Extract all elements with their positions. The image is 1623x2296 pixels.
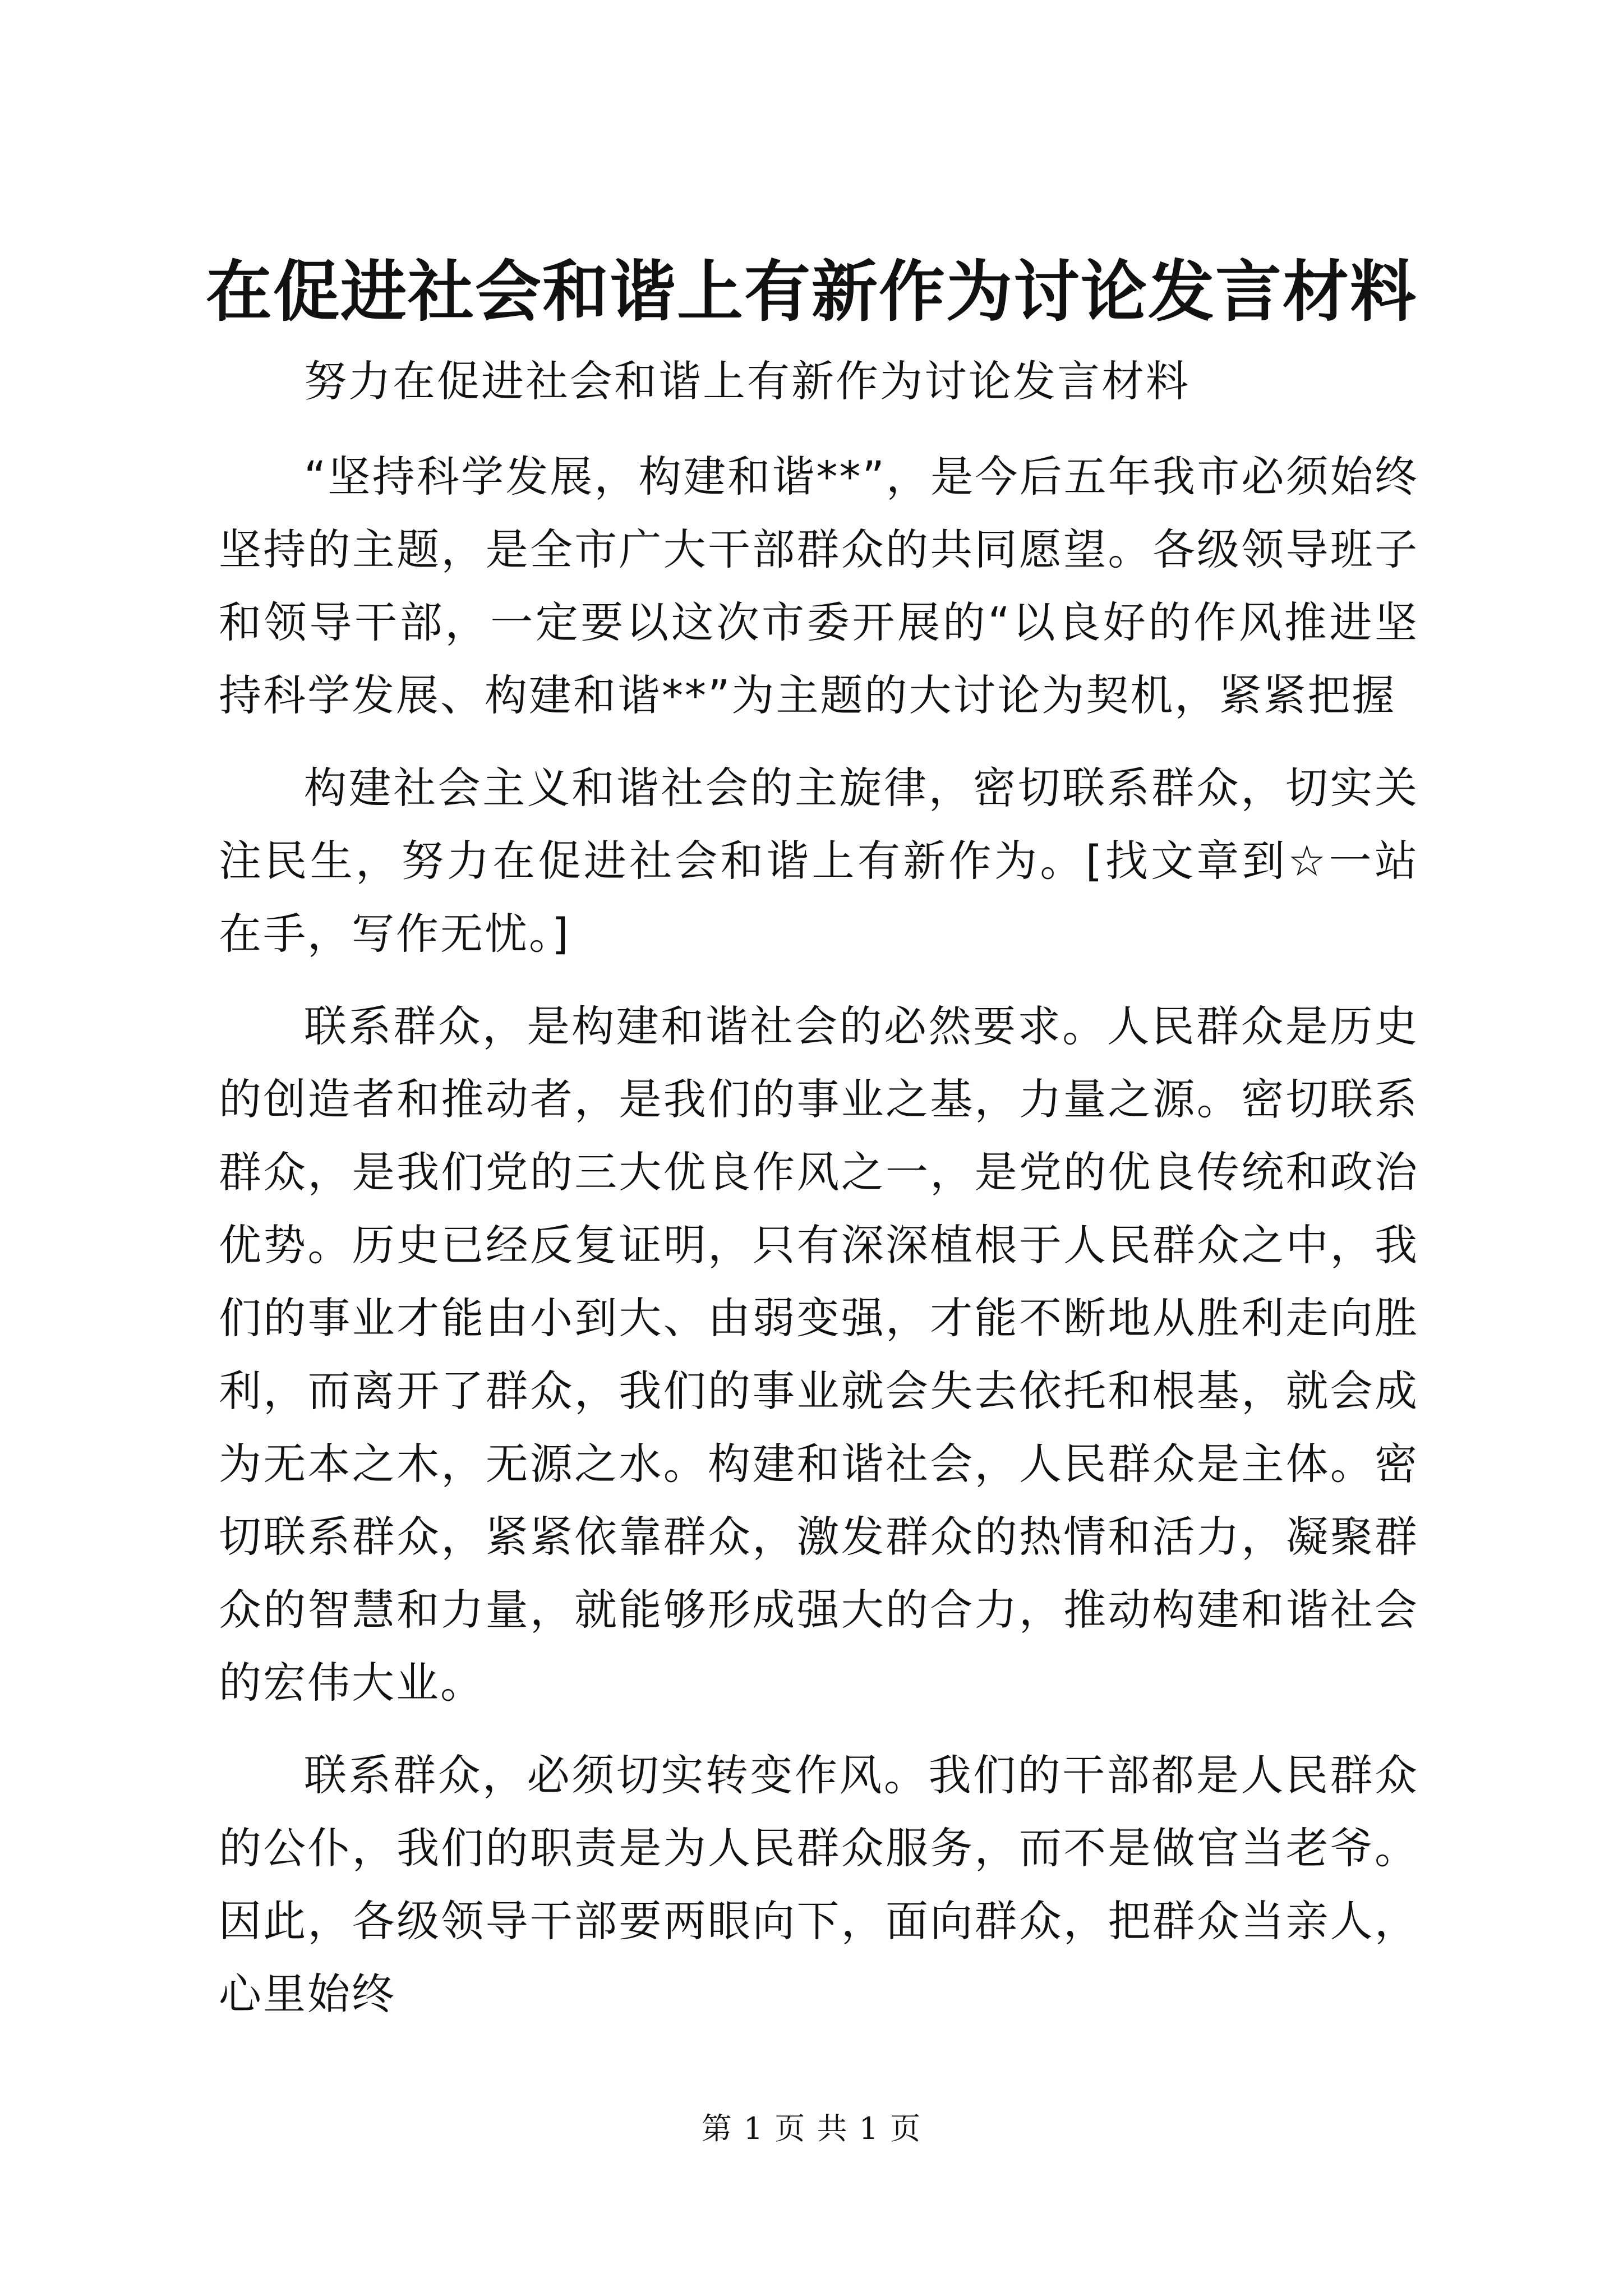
document-title: 在促进社会和谐上有新作为讨论发言材料 bbox=[205, 252, 1417, 330]
body-paragraph-3: 联系群众，是构建和谐社会的必然要求。人民群众是历史的创造者和推动者，是我们的事业之基，力量之源。密切联系群众，是我们党的三大优良作风之一，是党的优良传统和政治优势。历史已经反复证明，只有深深植根于人民群众之中，我们的事业才能由小到大、由弱变强，才能不断地从胜利走向胜利，而离开了群众，我们的事业就会失去依托和根基，就会成为无本之木，无源之水。构建和谐社会，人民群众是主体。密切联系群众，紧紧依靠群众，激发群众的热情和活力，凝聚群众的智慧和力量，就能够形成强大的合力，推动构建和谐社会的宏伟大业。 bbox=[219, 1001, 1419, 1708]
document-body bbox=[219, 345, 1419, 2050]
body-paragraph-1: “坚持科学发展，构建和谐**”，是今后五年我市必须始终坚持的主题，是全市广大干部群众的共同愿望。各级领导班子和领导干部，一定要以这次市委开展的“以良好的作风推进坚持科学发展、构建和谐**”为主题的大讨论为契机，紧紧把握 bbox=[219, 452, 1419, 720]
body-paragraph-2: 构建社会主义和谐社会的主旋律，密切联系群众，切实关注民生，努力在促进社会和谐上有新作为。[找文章到☆一站在手，写作无忧。] bbox=[219, 763, 1419, 959]
document-subtitle: 努力在促进社会和谐上有新作为讨论发言材料 bbox=[304, 356, 1190, 406]
page-footer: 第 1 页 共 1 页 bbox=[701, 2111, 922, 2146]
body-paragraph-4: 联系群众，必须切实转变作风。我们的干部都是人民群众的公仆，我们的职责是为人民群众服务，而不是做官当老爷。因此，各级领导干部要两眼向下，面向群众，把群众当亲人，心里始终 bbox=[219, 1750, 1419, 2019]
